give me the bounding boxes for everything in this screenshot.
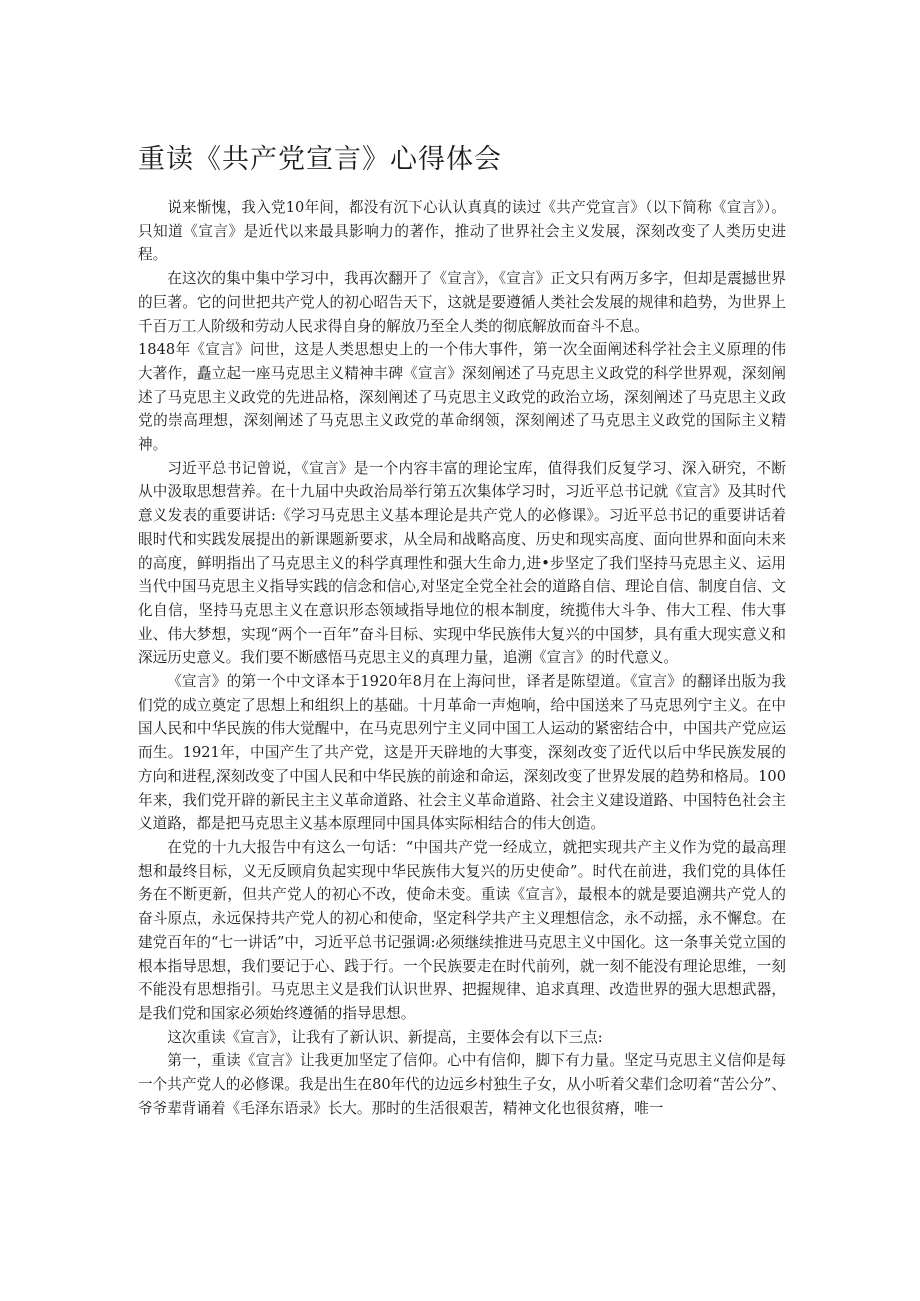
document-title: 重读《共产党宣言》心得体会 (138, 144, 502, 175)
paragraph-intro: 说来惭愧，我入党10年间，都没有沉下心认认真真的读过《共产党宣言》（以下简称《宣言》）。只知道《宣言》是近代以来最具影响力的著作，推动了世界社会主义发展，深刻改变了人类历史进程。 (138, 199, 786, 264)
document-body (138, 196, 786, 1120)
paragraph-summary: 这次重读《宣言》，让我有了新认识、新提高，主要体会有以下三点: (167, 1028, 603, 1046)
paragraph-translation: 《宣言》的第一个中文译本于1920年8月在上海问世，译者是陈望道。《宣言》的翻译出版为我们党的成立奠定了思想上和组织上的基础。十月革命一声炮响，给中国送来了马克思列宁主义。在中国人民和中华民族的伟大觉醒中，在马克思列宁主义同中国工人运动的紧密结合中，中国共产党应运而生。1921年，中国产生了共产党，这是开天辟地的大事变，深刻改变了近代以后中华民族发展的方向和进程,深刻改变了中国人民和中华民族的前途和命运，深刻改变了世界发展的趋势和格局。100年来，我们党开辟的新民主主义革命道路、社会主义革命道路、社会主义建设道路、中国特色社会主义道路，都是把马克思主义基本原理同中国具体实际相结合的伟大创造。 (138, 673, 786, 833)
paragraph-reread: 在这次的集中集中学习中，我再次翻开了《宣言》，《宣言》正文只有两万多字，但却是震撼世界的巨著。它的问世把共产党人的初心昭告天下，这就是要遵循人类社会发展的规律和趋势，为世界上千百万工人阶级和劳动人民求得自身的解放乃至全人类的彻底解放而奋斗不息。 (138, 270, 786, 335)
paragraph-1848: 1848年《宣言》问世，这是人类思想史上的一个伟大事件，第一次全面阐述科学社会主义原理的伟大著作，矗立起一座马克思主义精神丰碑《宣言》深刻阐述了马克思主义政党的科学世界观，深刻阐述了马克思主义政党的先进品格，深刻阐述了马克思主义政党的政治立场，深刻阐述了马克思主义政党的崇高理想，深刻阐述了马克思主义政党的革命纲领，深刻阐述了马克思主义政党的国际主义精神。 (138, 341, 786, 454)
paragraph-first-point: 第一，重读《宣言》让我更加坚定了信仰。心中有信仰，脚下有力量。坚定马克思主义信仰是每一个共产党人的必修课。我是出生在80年代的边远乡村独生子女，从小听着父辈们念叨着“苦公分”、爷爷辈背诵着《毛泽东语录》长大。那时的生活很艰苦，精神文化也很贫瘠，唯一 (138, 1052, 786, 1117)
paragraph-xi-remarks: 习近平总书记曾说，《宣言》是一个内容丰富的理论宝库，值得我们反复学习、深入研究，不断从中汲取思想营养。在十九届中央政治局举行第五次集体学习时，习近平总书记就《宣言》及其时代意义发表的重要讲话:《学习马克思主义基本理论是共产党人的必修课》。习近平总书记的重要讲话着眼时代和实践发展提出的新课题新要求，从全局和战略高度、历史和现实高度、面向世界和面向未来的高度，鲜明指出了马克思主义的科学真理性和强大生命力,进•步坚定了我们坚持马克思主义、运用当代中国马克思主义指导实践的信念和信心,对坚定全党全社会的道路自信、理论自信、制度自信、文化自信，坚持马克思主义在意识形态领域指导地位的根本制度，统揽伟大斗争、伟大工程、伟大事业、伟大梦想，实现“两个一百年”奋斗目标、实现中华民族伟大复兴的中国梦，具有重大现实意义和深远历史意义。我们要不断感悟马克思主义的真理力量，追溯《宣言》的时代意义。 (138, 459, 786, 667)
paragraph-19th-congress: 在党的十九大报告中有这么一句话：“中国共产党一经成立，就把实现共产主义作为党的最高理想和最终目标，义无反顾肩负起实现中华民族伟大复兴的历史使命”。时代在前进，我们党的具体任务在不断更新，但共产党人的初心不改，使命未变。重读《宣言》，最根本的就是要追溯共产党人的奋斗原点，永远保持共产党人的初心和使命，坚定科学共产主义理想信念，永不动摇，永不懈怠。在建党百年的“七一讲话”中，习近平总书记强调:必须继续推进马克思主义中国化。这一条事关党立国的根本指导思想，我们要记于心、践于行。一个民族要走在时代前列，就一刻不能没有理论思维，一刻不能没有思想指引。马克思主义是我们认识世界、把握规律、追求真理、改造世界的强大思想武器，是我们党和国家必须始终遵循的指导思想。 (138, 838, 786, 1022)
